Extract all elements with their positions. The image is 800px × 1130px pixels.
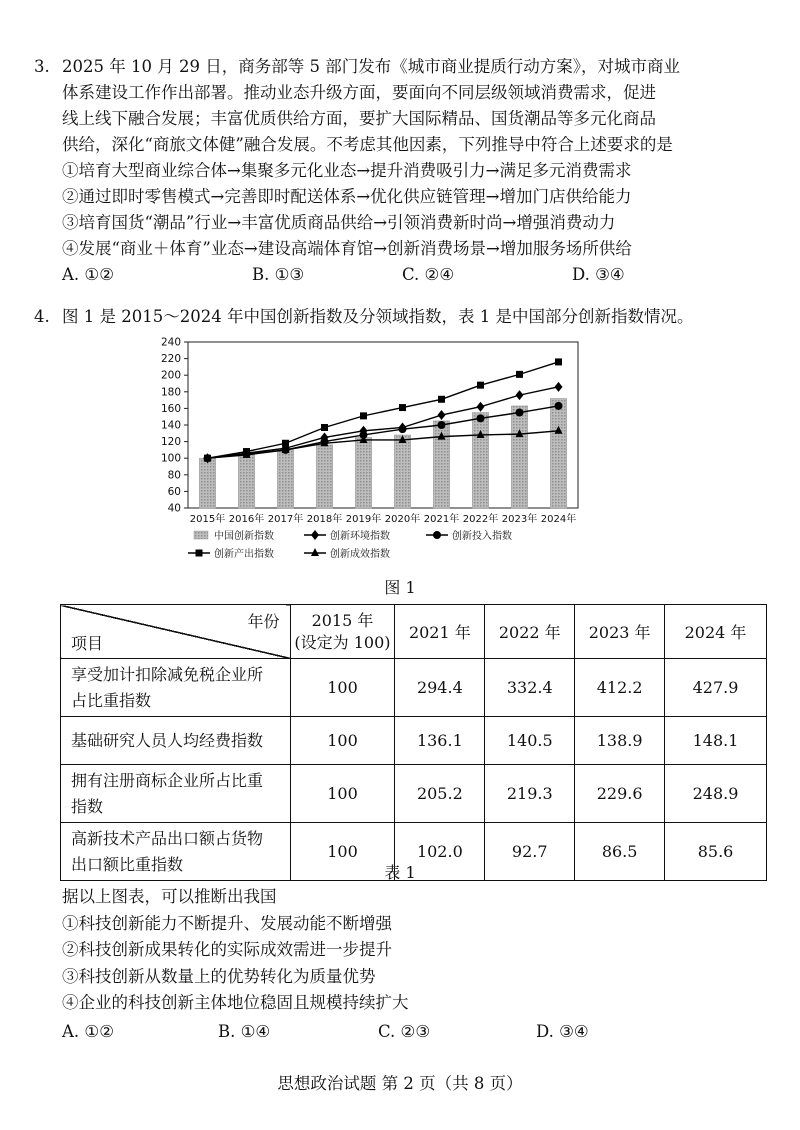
- data-point-square: [438, 396, 445, 403]
- data-point-square: [399, 404, 406, 411]
- page-footer: 思想政治试题 第 2 页（共 8 页）: [277, 1074, 523, 1093]
- bar-innovation-index: [550, 398, 566, 508]
- legend-label: 创新投入指数: [452, 531, 512, 542]
- statement-item: ③培育国货“潮品”行业→丰富优质商品供给→引领消费新时尚→增强消费动力: [62, 213, 616, 232]
- answer-options: [62, 1022, 762, 1048]
- legend-marker-diamond: [311, 530, 319, 540]
- option-d[interactable]: D. ③④: [572, 265, 625, 284]
- data-point-circle: [477, 414, 485, 422]
- question-stem-line: 2025 年 10 月 29 日，商务部等 5 部门发布《城市商业提质行动方案》，对城市商业: [62, 57, 680, 76]
- y-tick-label: 240: [160, 336, 181, 349]
- data-table: [60, 604, 767, 881]
- cell-value: 248.9: [665, 765, 767, 823]
- corner-item-label: 项目: [71, 634, 104, 653]
- x-tick-label: 2024年: [540, 514, 577, 525]
- row-item-cell: 享受加计扣除减免税企业所 占比重指数: [61, 659, 291, 717]
- option-a[interactable]: A. ①②: [62, 265, 114, 284]
- legend-label: 创新产出指数: [214, 549, 274, 560]
- legend-label: 中国创新指数: [214, 531, 274, 542]
- row-item-cell: 拥有注册商标企业所占比重 指数: [61, 765, 291, 823]
- data-point-circle: [438, 421, 446, 429]
- option-d[interactable]: D. ③④: [536, 1022, 589, 1041]
- y-tick-label: 140: [160, 419, 181, 432]
- chart-svg: [150, 334, 590, 564]
- legend-marker-triangle: [311, 548, 319, 556]
- bar-innovation-index: [394, 435, 410, 508]
- question-stem-line: 据以上图表，可以推断出我国: [62, 887, 277, 906]
- cell-value: 427.9: [665, 659, 767, 717]
- x-tick-label: 2015年: [189, 514, 226, 525]
- option-c[interactable]: C. ②④: [402, 265, 455, 284]
- figure-caption: 图 1: [384, 578, 416, 597]
- bar-innovation-index: [238, 454, 254, 508]
- statement-item: ④发展“商业＋体育”业态→建设高端体育馆→创新消费场景→增加服务场所供给: [62, 239, 632, 258]
- statement-item: ①科技创新能力不断提升、发展动能不断增强: [62, 913, 392, 933]
- cell-value: 205.2: [395, 765, 485, 823]
- statement-item: ④企业的科技创新主体地位稳固且规模持续扩大: [62, 993, 409, 1012]
- cell-value: 332.4: [485, 659, 575, 717]
- year-header: 2024 年: [665, 605, 767, 659]
- question-4-statements: [62, 884, 409, 1017]
- option-b[interactable]: B. ①④: [218, 1022, 271, 1041]
- x-tick-label: 2020年: [384, 514, 421, 525]
- legend-label: 创新成效指数: [330, 549, 390, 560]
- cell-value: 100: [290, 765, 395, 823]
- question-stem-line: 体系建设工作作出部署。推动业态升级方面，要面向不同层级领域消费需求，促进: [62, 83, 656, 102]
- table-row: [61, 659, 767, 717]
- x-tick-label: 2022年: [462, 514, 499, 525]
- data-point-square: [555, 358, 562, 365]
- bar-innovation-index: [277, 450, 293, 508]
- question-number: 3.: [34, 57, 50, 76]
- x-tick-label: 2023年: [501, 514, 538, 525]
- cell-value: 148.1: [665, 717, 767, 765]
- y-tick-label: 100: [160, 452, 181, 465]
- legend-marker-square: [196, 550, 203, 557]
- legend-label: 创新环境指数: [330, 531, 390, 542]
- y-tick-label: 160: [160, 402, 181, 415]
- bar-innovation-index: [472, 413, 488, 508]
- corner-header-cell: [61, 605, 291, 659]
- year-header: 2022 年: [485, 605, 575, 659]
- option-a[interactable]: A. ①②: [62, 1022, 114, 1041]
- cell-value: 100: [290, 717, 395, 765]
- data-point-circle: [555, 402, 563, 410]
- data-point-square: [360, 412, 367, 419]
- table-row: [61, 717, 767, 765]
- statement-item: ①培育大型商业综合体→集聚多元化业态→提升消费吸引力→满足多元消费需求: [62, 161, 632, 180]
- table-caption: 表 1: [384, 863, 416, 882]
- data-point-square: [516, 371, 523, 378]
- x-tick-label: 2018年: [306, 514, 343, 525]
- cell-value: 100: [290, 823, 395, 881]
- table-row: [61, 765, 767, 823]
- cell-value: 229.6: [575, 765, 665, 823]
- question-number: 4.: [34, 307, 50, 326]
- row-item-cell: 基础研究人员人均经费指数: [61, 717, 291, 765]
- data-point-circle: [516, 409, 524, 417]
- cell-value: 138.9: [575, 717, 665, 765]
- y-tick-label: 80: [167, 469, 181, 482]
- x-tick-label: 2019年: [345, 514, 382, 525]
- question-stem-line: 图 1 是 2015～2024 年中国创新指数及分领域指数，表 1 是中国部分创新指数情况。: [62, 307, 694, 326]
- bar-innovation-index: [316, 445, 332, 508]
- y-tick-label: 120: [160, 436, 181, 449]
- row-item-cell: 高新技术产品出口额占货物 出口额比重指数: [61, 823, 291, 881]
- cell-value: 219.3: [485, 765, 575, 823]
- x-tick-label: 2016年: [228, 514, 265, 525]
- year-header: 2023 年: [575, 605, 665, 659]
- data-point-square: [321, 424, 328, 431]
- data-point-circle: [399, 425, 407, 433]
- option-c[interactable]: C. ②③: [378, 1022, 431, 1041]
- statement-item: ③科技创新从数量上的优势转化为质量优势: [62, 966, 376, 986]
- cell-value: 85.6: [665, 823, 767, 881]
- corner-year-label: 年份: [247, 612, 280, 631]
- y-tick-label: 60: [167, 485, 181, 498]
- cell-value: 140.5: [485, 717, 575, 765]
- statement-item: ②通过即时零售模式→完善即时配送体系→优化供应链管理→增加门店供给能力: [62, 187, 632, 206]
- answer-options: [62, 262, 774, 288]
- question-3: [34, 54, 774, 288]
- cell-value: 100: [290, 659, 395, 717]
- question-stem-line: 供给，深化“商旅文体健”融合发展。不考虑其他因素，下列推导中符合上述要求的是: [62, 135, 673, 154]
- y-tick-label: 220: [160, 353, 181, 366]
- bar-innovation-index: [511, 406, 527, 508]
- table-header-row: [61, 605, 767, 659]
- cell-value: 92.7: [485, 823, 575, 881]
- statement-item: ②科技创新成果转化的实际成效需进一步提升: [62, 940, 392, 959]
- legend-swatch-bar: [194, 531, 208, 539]
- figure-1-chart: [150, 334, 590, 564]
- cell-value: 86.5: [575, 823, 665, 881]
- data-point-square: [477, 382, 484, 389]
- cell-value: 102.0: [395, 823, 485, 881]
- question-4: [34, 304, 774, 330]
- year-header: 2021 年: [395, 605, 485, 659]
- base-year-header: 2015 年 (设定为 100): [290, 605, 395, 659]
- bar-innovation-index: [199, 458, 215, 508]
- cell-value: 412.2: [575, 659, 665, 717]
- cell-value: 136.1: [395, 717, 485, 765]
- x-tick-label: 2017年: [267, 514, 304, 525]
- cell-value: 294.4: [395, 659, 485, 717]
- x-tick-label: 2021年: [423, 514, 460, 525]
- y-tick-label: 40: [167, 502, 181, 515]
- option-b[interactable]: B. ①③: [252, 265, 305, 284]
- bar-innovation-index: [355, 437, 371, 508]
- question-stem-line: 线上线下融合发展；丰富优质供给方面，要扩大国际精品、国货潮品等多元化商品: [62, 109, 656, 128]
- legend-marker-circle: [433, 531, 441, 539]
- y-tick-label: 180: [160, 386, 181, 399]
- y-tick-label: 200: [160, 369, 181, 382]
